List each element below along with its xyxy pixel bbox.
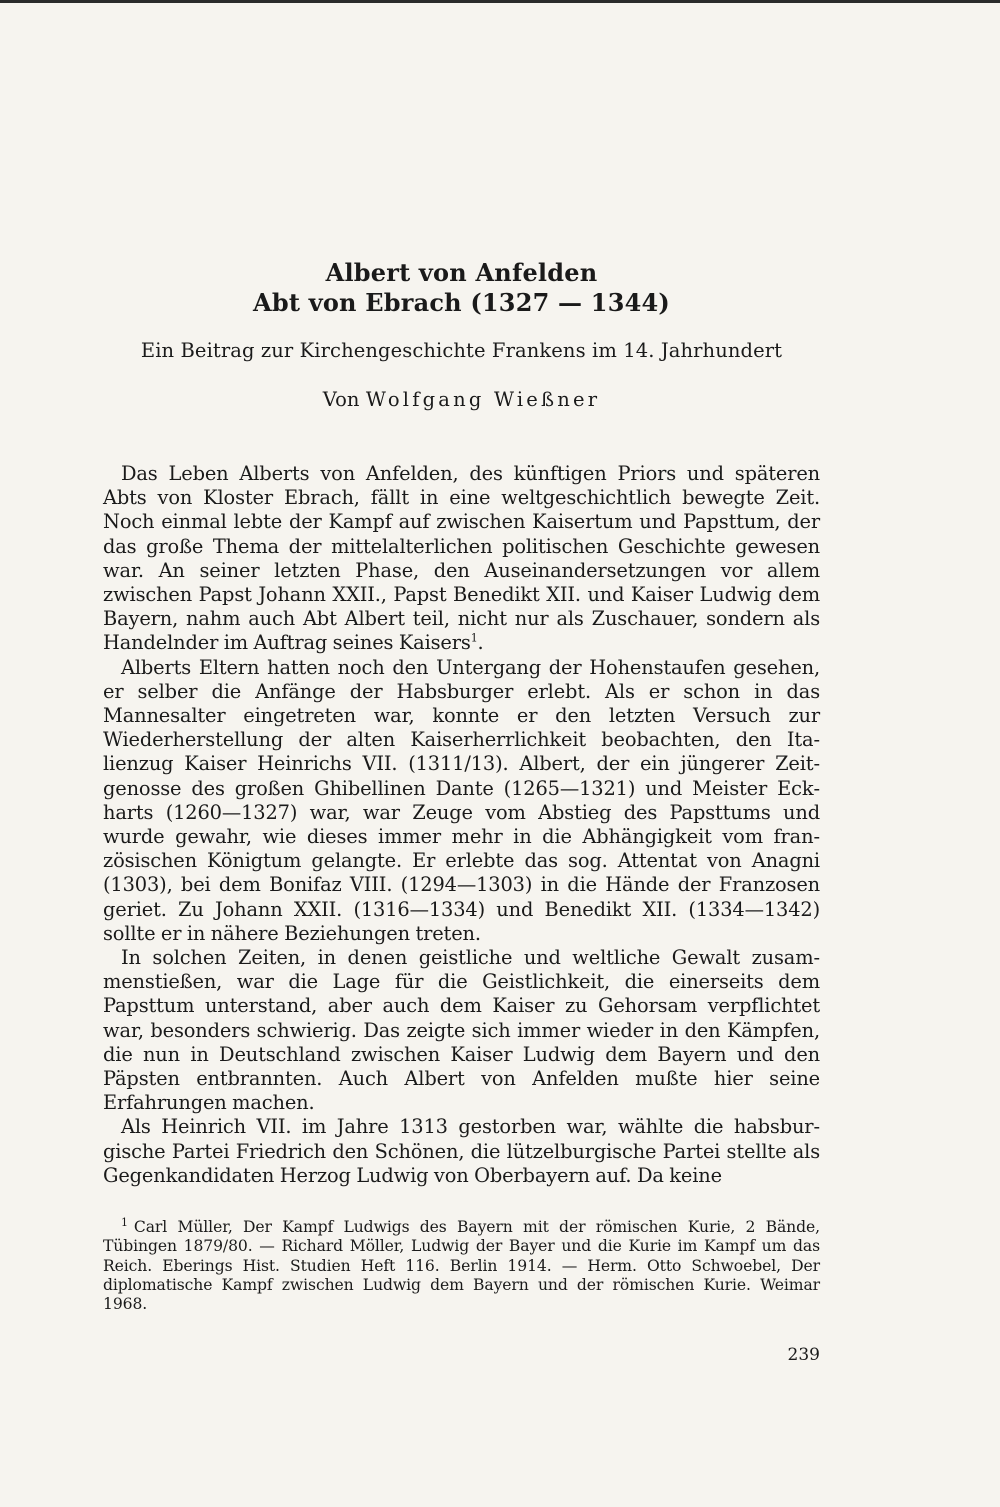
author-prefix: Von: [322, 388, 360, 411]
article-subtitle: Ein Beitrag zur Kirchengeschichte Frankens im 14. Jahrhundert: [140, 339, 783, 362]
paragraph-1-tail: .: [477, 631, 484, 655]
author-name: Wolfgang Wießner: [365, 388, 601, 411]
footnote-reference[interactable]: 1: [470, 631, 478, 645]
paragraph-1: [103, 462, 820, 656]
footnote-number: 1: [121, 1215, 128, 1229]
author-byline: [103, 387, 820, 413]
article-title-line-1: Albert von Anfelden: [325, 258, 598, 287]
paragraph-3: In solchen Zeiten, in denen geistliche und weltliche Gewalt zusammenstießen, war die Lage für die Geistlichkeit, die einerseits dem Papsttum unterstand, aber auch dem Kaiser zu Gehorsam verpflichtet war, besonders schwierig. Das zeigte sich immer wieder in den Kämpfen, die nun in Deutschland zwischen Kaiser Ludwig dem Bayern und den Päpsten entbrannten. Auch Albert von Anfelden mußte hier seine Erfahrungen machen.: [103, 946, 820, 1115]
footnote-1: [103, 1215, 820, 1314]
footnote-text: Carl Müller, Der Kampf Ludwigs des Bayern mit der römischen Kurie, 2 Bände, Tübingen 1879/80. — Richard Möller, Ludwig der Bayer und die Kurie im Kampf um das Reich. Eberings Hist. Studien Heft 116. Berlin 1914. — Herm. Otto Schwoebel, Der diplomatische Kampf zwischen Ludwig dem Bayern und der römischen Kurie. Weimar 1968.: [103, 1218, 820, 1314]
body-text: [103, 462, 820, 1188]
scan-edge-rule: [0, 0, 1000, 3]
article-title-line-2: Abt von Ebrach (1327 — 1344): [253, 288, 670, 317]
paragraph-2: Alberts Eltern hatten noch den Untergang der Hohenstaufen gesehen, er selber die Anfänge der Habsburger erlebt. Als er schon in das Mannesalter eingetreten war, konnte er den letzten Versuch zur Wiederherstellung der alten Kaiserherrlichkeit beobachten, den Italienzug Kaiser Heinrichs VII. (1311/13). Albert, der ein jüngerer Zeitgenosse des großen Ghibellinen Dante (1265—1321) und Meister Eckharts (1260—1327) war, war Zeuge vom Abstieg des Papsttums und wurde gewahr, wie dieses immer mehr in die Abhängigkeit vom französischen Königtum gelangte. Er erlebte das sog. Attentat von Anagni (1303), bei dem Bonifaz VIII. (1294—1303) in die Hände der Franzosen geriet. Zu Johann XXII. (1316—1334) und Benedikt XII. (1334—1342) sollte er in nähere Beziehungen treten.: [103, 655, 820, 945]
paragraph-1-text: Das Leben Alberts von Anfelden, des künftigen Priors und späteren Abts von Kloster Ebrach, fällt in eine weltgeschichtlich bewegte Zeit. Noch einmal lebte der Kampf auf zwischen Kaisertum und Papsttum, der das große Thema der mittelalterlichen politischen Geschichte gewesen war. An seiner letzten Phase, den Auseinandersetzungen vor allem zwischen Papst Johann XXII., Papst Benedikt XII. und Kaiser Ludwig dem Bayern, nahm auch Abt Albert teil, nicht nur als Zuschauer, sondern als Handelnder im Auftrag seines Kaisers: [103, 462, 820, 655]
paragraph-4: Als Heinrich VII. im Jahre 1313 gestorben war, wählte die habsburgische Partei Friedrich den Schönen, die lützelburgische Partei stellte als Gegenkandidaten Herzog Ludwig von Oberbayern auf. Da keine: [103, 1115, 820, 1187]
article-header: [103, 258, 820, 413]
page-number: 239: [787, 1345, 820, 1365]
footnotes: [103, 1215, 820, 1314]
